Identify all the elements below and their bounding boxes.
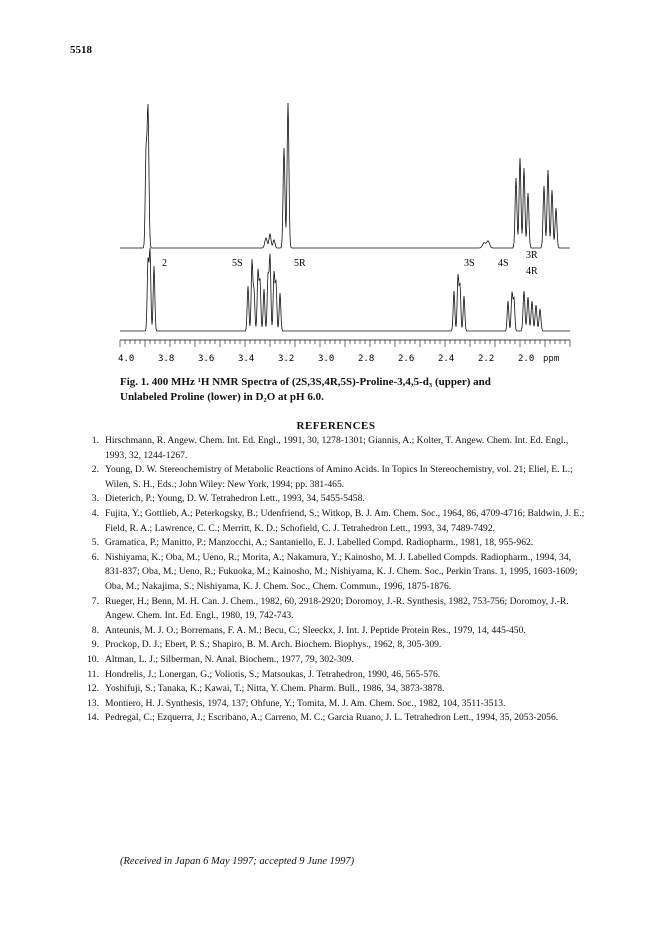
reference-number: 9.	[91, 639, 99, 651]
references-heading: REFERENCES	[296, 420, 376, 432]
reference-text: Anteunis, M. J. O.; Borremans, F. A. M.; Becu, C.; Sleeckx, J. Int. J. Peptide Protein Res., 1979, 14, 445-450.	[105, 624, 526, 636]
reference-number: 10.	[87, 653, 99, 665]
reference-text: Gramatica, P.; Manitto, P.; Manzocchi, A.; Santaniello, E. J. Labelled Compd. Radiopharm., 1981, 18, 955-962.	[105, 537, 534, 549]
nmr-spectrum-figure	[108, 88, 578, 368]
reference-number: 2.	[91, 464, 99, 476]
reference-number: 4.	[91, 507, 99, 519]
peak-label: 4R	[526, 266, 538, 277]
peak-label: 5S	[232, 258, 243, 269]
peak-label: 5R	[294, 258, 306, 269]
reference-text: Prockop, D. J.; Ebert, P. S.; Shapiro, B. M. Arch. Biochem. Biophys., 1962, 8, 305-309.	[105, 639, 442, 651]
reference-item	[85, 682, 590, 697]
reference-text: Montiero, H. J. Synthesis, 1974, 137; Ohfune, Y.; Tomita, M. J. Am. Chem. Soc., 1982, 104, 3511-3513.	[105, 697, 506, 709]
peak-label: 3S	[464, 258, 475, 269]
reference-item	[85, 463, 590, 492]
axis-tick-label: 3.4	[238, 354, 255, 364]
reference-number: 5.	[91, 537, 99, 549]
reference-number: 12.	[87, 683, 99, 695]
reference-item	[85, 492, 590, 507]
axis-tick-label: 2.6	[398, 354, 415, 364]
upper-spectrum-trace	[120, 103, 570, 248]
axis-tick-label: 2.0	[518, 354, 535, 364]
upper-spectrum-line	[120, 103, 570, 248]
reference-item	[85, 697, 590, 712]
reference-text: Nishiyama, K.; Oba, M.; Ueno, R.; Morita, A.; Nakamura, Y.; Kainosho, M. J. Labelled Compds. Radiopharm., 1994, 34, 831-837; Oba, M.; Ueno, R.; Fukuoka, M.; Kainosho, M.; Nishiyama, K. J. Chem. Soc., Perkin Trans. 1, 1995, 1603-1609; Oba, M.; Nakajima, S.; Nishiyama, K. J. Chem. Soc., Chem. Commun., 1996, 1875-1876.	[105, 551, 578, 592]
axis-tick-label: 4.0	[118, 354, 135, 364]
reference-number: 8.	[91, 624, 99, 636]
reference-text: Pedregal, C.; Ezquerra, J.; Escribano, A.; Carreno, M. C.; Garcia Ruano, J. L. Tetrahedron Lett., 1994, 35, 2053-2056.	[105, 712, 559, 724]
figure-caption	[120, 375, 580, 405]
reference-text: Hondrelis, J.; Lonergan, G.; Voliotis, S.; Matsoukas, J. Tetrahedron, 1990, 46, 565-576.	[105, 668, 441, 680]
references-list	[85, 434, 590, 726]
axis-tick-label: 3.6	[198, 354, 215, 364]
caption-line-2: Unlabeled Proline (lower) in D₂O at pH 6.0.	[120, 391, 324, 403]
reference-number: 7.	[91, 595, 99, 607]
reference-number: 6.	[91, 551, 99, 563]
reference-text: Altman, L. J.; Silberman, N. Anal. Biochem., 1977, 79, 302-309.	[105, 653, 354, 665]
reference-number: 1.	[91, 435, 99, 446]
reference-text: Hirschmann, R. Angew. Chem. Int. Ed. Engl., 1991, 30, 1278-1301; Giannis, A.; Kolter, T. Angew. Chem. Int. Ed. Engl., 1993, 32, 1244-1267.	[105, 435, 569, 461]
peak-label: 2	[162, 258, 167, 269]
reference-text: Fujita, Y.; Gottlieb, A.; Peterkogsky, B.; Udenfriend, S.; Witkop, B. J. Am. Chem. Soc., 1964, 86, 4709-4716; Baldwin, J. E.; Field, R. A.; Lawrence, C. C.; Merritt, K. D.; Schofield, C. J. Tetrahedron Lett., 1993, 34, 7489-7492.	[105, 507, 585, 534]
axis-tick-label: 2.8	[358, 354, 375, 364]
axis-tick-label: 3.8	[158, 354, 175, 364]
reference-item	[85, 434, 590, 463]
axis-tick-label: 3.2	[278, 354, 295, 364]
reference-item	[85, 668, 590, 683]
reference-item	[85, 595, 590, 624]
axis-tick-label: 3.0	[318, 354, 335, 364]
reference-number: 11.	[87, 668, 99, 680]
reference-text: Yoshifuji, S.; Tanaka, K.; Kawai, T.; Nitta, Y. Chem. Pharm. Bull., 1986, 34, 3873-3878.	[105, 683, 445, 695]
received-note: (Received in Japan 6 May 1997; accepted 9 June 1997)	[120, 856, 355, 867]
reference-item	[85, 536, 590, 551]
peak-label: 3R	[526, 250, 538, 261]
reference-text: Rueger, H.; Benn, M. H. Can. J. Chem., 1982, 60, 2918-2920; Doromoy, J.-R. Synthesis, 1982, 753-756; Doromoy, J.-R. Angew. Chem. Int. Ed. Engl., 1980, 19, 742-743.	[105, 595, 569, 622]
peak-label: 4S	[498, 258, 509, 269]
reference-text: Young, D. W. Stereochemistry of Metabolic Reactions of Amino Acids. In Topics In Stereochemistry, vol. 21; Eliel, E. L.; Wilen, S. H., Eds.; John Wiley: New York, 1994; pp. 381-465.	[105, 464, 573, 490]
axis-tick-label: 2.2	[478, 354, 495, 364]
reference-item	[85, 551, 590, 595]
reference-item	[85, 638, 590, 653]
page-number: 5518	[70, 44, 92, 56]
reference-item	[85, 507, 590, 536]
caption-line-1: Fig. 1. 400 MHz ¹H NMR Spectra of (2S,3S,4R,5S)-Proline-3,4,5-d₃ (upper) and	[120, 376, 491, 388]
reference-text: Dieterich, P.; Young, D. W. Tetrahedron Lett., 1993, 34, 5455-5458.	[105, 493, 365, 505]
axis-unit-label: ppm	[543, 354, 560, 364]
reference-number: 3.	[91, 493, 99, 505]
axis-tick-label: 2.4	[438, 354, 455, 364]
reference-item	[85, 711, 590, 726]
reference-item	[85, 624, 590, 639]
reference-number: 14.	[87, 712, 99, 724]
reference-item	[85, 653, 590, 668]
reference-number: 13.	[87, 697, 99, 709]
